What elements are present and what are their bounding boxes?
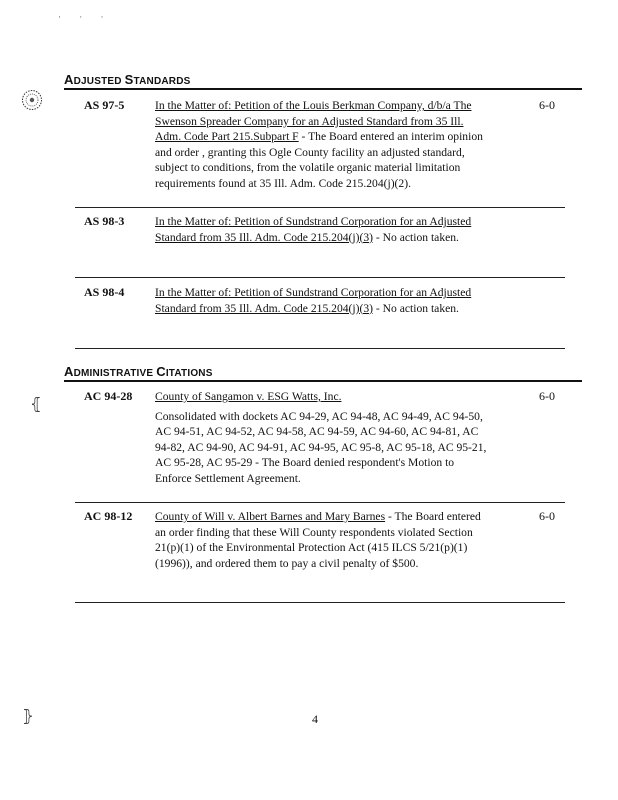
entry-divider (75, 602, 565, 603)
seal-icon (21, 89, 43, 111)
entry-text (155, 214, 490, 245)
heading-rule (64, 380, 582, 382)
case-title: County of Sangamon v. ESG Watts, Inc. (155, 390, 342, 403)
entry-text (155, 389, 490, 491)
docket-number: AS 98-4 (84, 285, 125, 299)
section-heading-adjusted-standards: ADJUSTED STANDARDS (64, 72, 191, 87)
docket-number: AS 98-3 (84, 214, 125, 228)
docket-number: AS 97-5 (84, 98, 125, 112)
docket-number: AC 94-28 (84, 389, 133, 403)
vote-count: 6-0 (539, 98, 555, 112)
vote-count: 6-0 (539, 389, 555, 403)
case-title: In the Matter of: Petition of the Louis Berkman Company, d/b/a The Swenson Spreader Company for an Adjusted Standard from 35 Ill. Adm. Code Part 215.Subpart F (155, 99, 472, 144)
punch-mark-icon: ⦃ (30, 394, 42, 413)
entry-divider (75, 277, 565, 278)
case-summary: - No action taken. (373, 230, 459, 244)
section-heading-administrative-citations: ADMINISTRATIVE CITATIONS (64, 364, 213, 379)
case-summary: - The Board entered an interim opinion and order , granting this Ogle County facility an adjusted standard, subject to conditions, from the volatile organic material limitation requirements found at 35 Ill. Adm. Code 215.204(j)(2). (155, 130, 483, 190)
scan-artifact: · · · (58, 12, 112, 22)
heading-rule (64, 88, 582, 90)
page-number: 4 (312, 712, 318, 726)
entry-text (155, 98, 490, 192)
case-title: In the Matter of: Petition of Sundstrand Corporation for an Adjusted Standard from 35 Ill. Adm. Code 215.204(j)(3) (155, 215, 472, 244)
case-title: County of Will v. Albert Barnes and Mary Barnes (155, 510, 386, 523)
entry-text (155, 285, 490, 316)
case-title: In the Matter of: Petition of Sundstrand Corporation for an Adjusted Standard from 35 Ill. Adm. Code 215.204(j)(3) (155, 286, 472, 315)
entry-divider (75, 502, 565, 503)
vote-count: 6-0 (539, 509, 555, 523)
entry-divider (75, 348, 565, 349)
entry-divider (75, 207, 565, 208)
punch-mark-icon: ⦄ (22, 706, 34, 725)
case-summary: - The Board entered an order finding that these Will County respondents violated Section 21(p)(1) of the Environmental Protection Act (415 ILCS 5/21(p)(1) (1996)), and ordered them to pay a civil penalty of $500. (155, 510, 481, 570)
case-summary: Consolidated with dockets AC 94-29, AC 94-48, AC 94-49, AC 94-50, AC 94-51, AC 94-52, AC 94-58, AC 94-59, AC 94-60, AC 94-81, AC 94-82, AC 94-90, AC 94-91, AC 94-95, AC 95-8, AC 95-18, AC 95-21, AC 95-28, AC 95-29 - The Board denied respondent's Motion to Enforce Settlement Agreement. (155, 409, 487, 485)
entry-text (155, 509, 490, 571)
docket-number: AC 98-12 (84, 509, 133, 523)
case-summary: - No action taken. (373, 301, 459, 315)
